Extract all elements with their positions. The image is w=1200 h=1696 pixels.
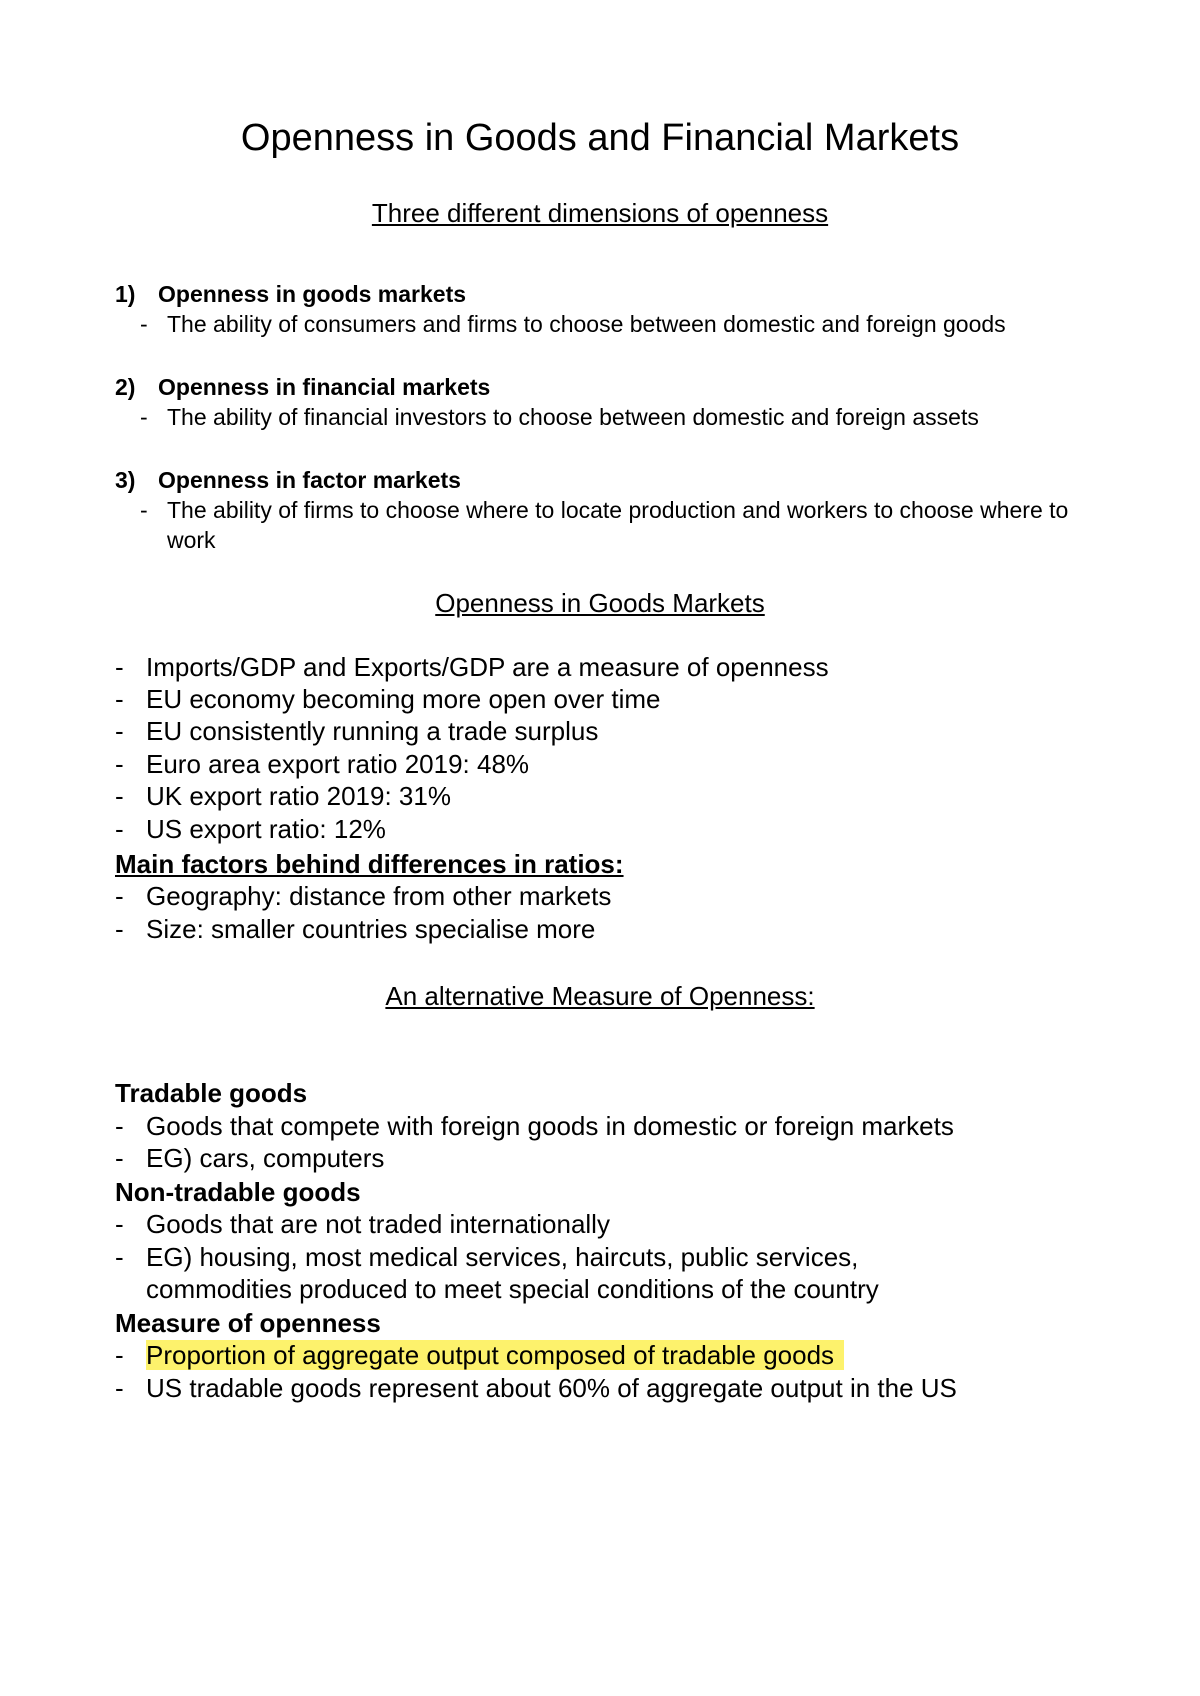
item-number: 2) [115,374,136,400]
bullet-text: EG) housing, most medical services, haircuts, public services, commodities produced to meet special conditions of the country [146,1242,879,1304]
page-title: Openness in Goods and Financial Markets [240,117,960,159]
item-number: 3) [115,467,136,493]
dimension-item-2-bullet [140,402,1100,432]
goods-bullet-2 [115,683,1075,715]
goods-bullet-6 [115,813,1075,845]
nontradable-bullet-2 [115,1241,975,1305]
measure-heading: Measure of openness [115,1308,381,1338]
bullet-text: The ability of firms to choose where to locate production and workers to choose where to work [167,497,1069,553]
dimensions-heading: Three different dimensions of openness [371,198,829,228]
dash-marker: - [115,881,124,911]
bullet-text: Imports/GDP and Exports/GDP are a measure of openness [146,652,829,682]
bullet-text: The ability of financial investors to choose between domestic and foreign assets [167,404,979,430]
dimension-item-1-title [115,279,466,309]
tradable-heading: Tradable goods [115,1078,308,1108]
nontradable-heading: Non-tradable goods [115,1177,361,1207]
measure-bullet-2 [115,1372,1075,1404]
alternative-heading: An alternative Measure of Openness: [385,981,815,1011]
dimension-item-2-title [115,372,490,402]
factor-bullet-1 [115,880,1075,912]
dash-marker: - [115,1111,124,1141]
bullet-text: Geography: distance from other markets [146,881,612,911]
bullet-text: EU consistently running a trade surplus [146,716,599,746]
bullet-text: EU economy becoming more open over time [146,684,661,714]
dash-marker: - [115,914,124,944]
measure-bullet-1 [115,1339,1075,1371]
dash-marker: - [140,311,148,337]
dash-marker: - [115,814,124,844]
item-title: Openness in factor markets [158,467,461,493]
dash-marker: - [115,652,124,682]
goods-markets-heading: Openness in Goods Markets [435,588,765,618]
dash-marker: - [115,781,124,811]
dash-marker: - [140,404,148,430]
dash-marker: - [115,749,124,779]
bullet-text: Goods that are not traded internationally [146,1209,610,1239]
bullet-text: Goods that compete with foreign goods in domestic or foreign markets [146,1111,954,1141]
dash-marker: - [115,1209,124,1239]
bullet-text: Size: smaller countries specialise more [146,914,596,944]
goods-bullet-5 [115,780,1075,812]
item-number: 1) [115,281,136,307]
bullet-text: UK export ratio 2019: 31% [146,781,451,811]
dash-marker: - [115,1242,124,1272]
nontradable-bullet-1 [115,1208,1075,1240]
dash-marker: - [115,1373,124,1403]
item-title: Openness in goods markets [158,281,467,307]
bullet-text: US export ratio: 12% [146,814,386,844]
tradable-bullet-1 [115,1110,1075,1142]
bullet-text: EG) cars, computers [146,1143,385,1173]
dimension-item-3-bullet [140,495,1100,555]
dash-marker: - [115,1340,124,1370]
dash-marker: - [140,497,148,523]
item-title: Openness in financial markets [158,374,491,400]
dash-marker: - [115,1143,124,1173]
factor-bullet-2 [115,913,1075,945]
goods-bullet-1 [115,651,1075,683]
goods-bullet-4 [115,748,1075,780]
bullet-text: The ability of consumers and firms to choose between domestic and foreign goods [167,311,1006,337]
highlighted-text: Proportion of aggregate output composed of tradable goods [146,1340,844,1370]
dimension-item-3-title [115,465,461,495]
dimension-item-1-bullet [140,309,1100,339]
goods-bullet-3 [115,715,1075,747]
dash-marker: - [115,684,124,714]
dash-marker: - [115,716,124,746]
factors-heading: Main factors behind differences in ratios: [115,849,624,879]
bullet-text: US tradable goods represent about 60% of aggregate output in the US [146,1373,957,1403]
tradable-bullet-2 [115,1142,1075,1174]
bullet-text: Euro area export ratio 2019: 48% [146,749,530,779]
